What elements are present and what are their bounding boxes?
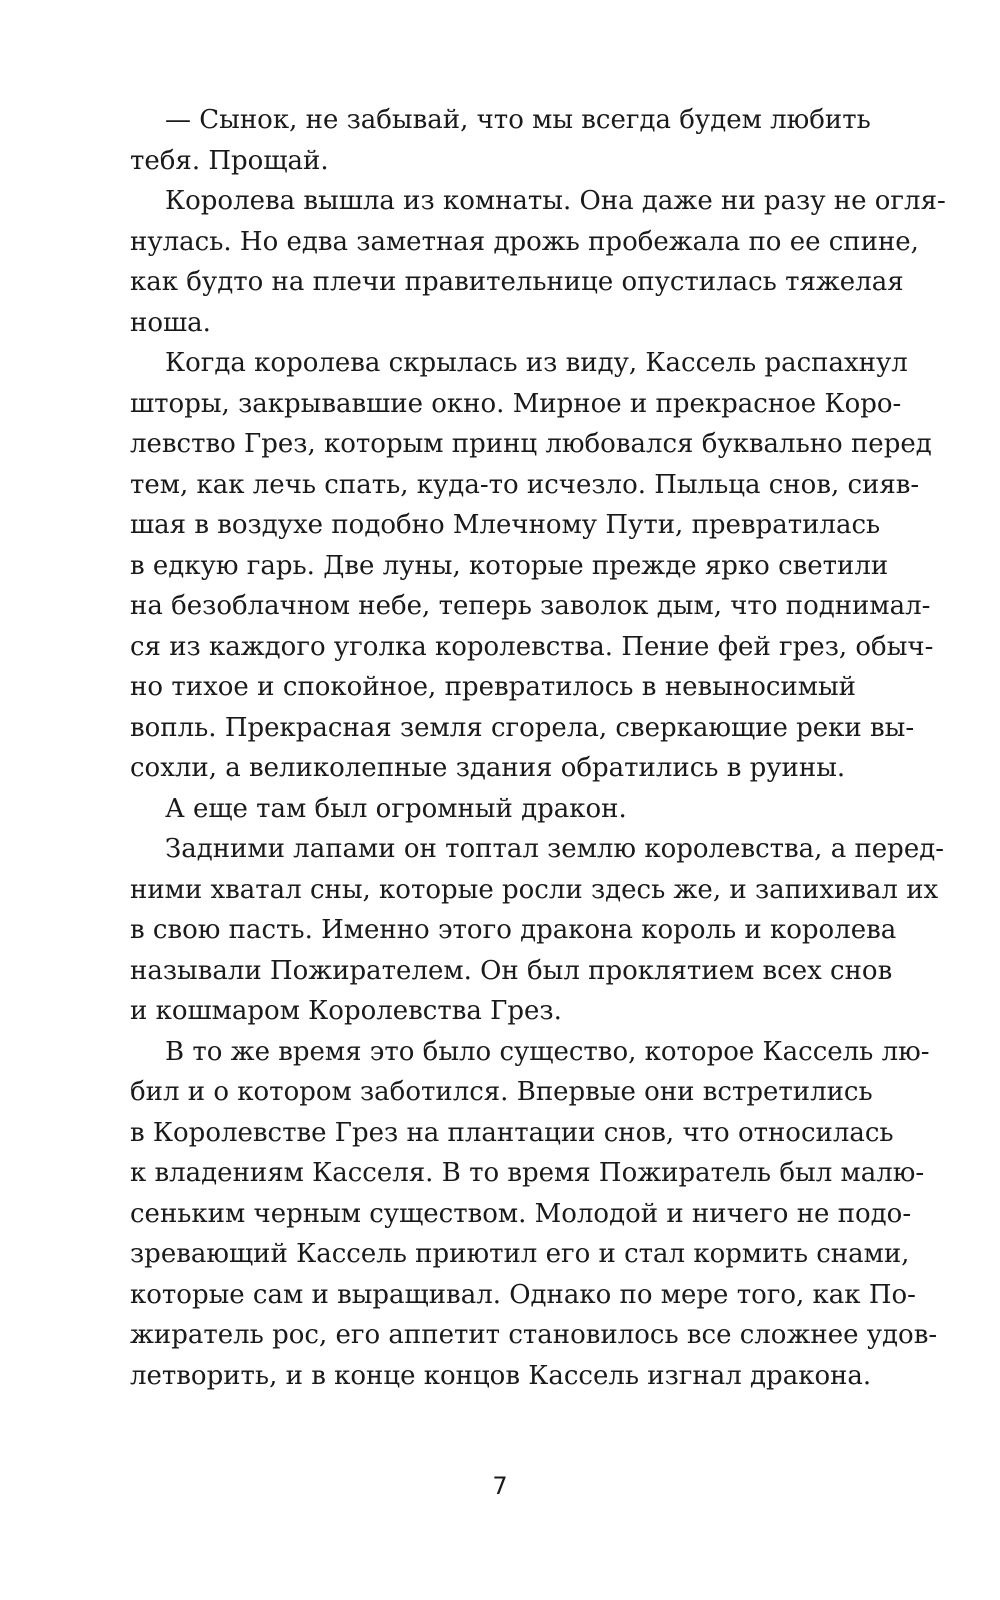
- text-line: летворить, и в конце концов Кассель изгнал дракона.: [130, 1360, 872, 1391]
- text-line: в Королевстве Грез на плантации снов, что относилась: [130, 1117, 894, 1148]
- text-line: к владениям Касселя. В то время Пожиратель был малю-: [130, 1158, 925, 1188]
- text-line: но тихое и спокойное, превратилось в невыносимый: [130, 672, 856, 702]
- text-line: и кошмаром Королевства Грез.: [130, 996, 562, 1026]
- text-line: сеньким черным существом. Молодой и ничего не подо-: [130, 1198, 912, 1229]
- text-line: шая в воздухе подобно Млечному Пути, превратилась: [130, 510, 881, 540]
- text-line: ноша.: [130, 307, 211, 338]
- text-line: нулась. Но едва заметная дрожь пробежала по ее спине,: [130, 226, 919, 257]
- text-line: шторы, закрывавшие окно. Мирное и прекрасное Коро-: [130, 388, 902, 419]
- text-line: бил и о котором заботился. Впервые они встретились: [130, 1077, 873, 1107]
- text-line: тем, как лечь спать, куда-то исчезло. Пыльца снов, сияв-: [130, 469, 920, 500]
- text-line: называли Пожирателем. Он был проклятием всех снов: [130, 955, 893, 986]
- text-line: сохли, а великолепные здания обратились в руины.: [130, 753, 846, 783]
- text-line: как будто на плечи правительнице опустилась тяжелая: [130, 267, 904, 297]
- text-line: ними хватал сны, которые росли здесь же, и запихивал их: [130, 874, 939, 905]
- text-line: Задними лапами он топтал землю королевства, а перед-: [165, 834, 944, 864]
- page-number: 7: [492, 1472, 508, 1500]
- text-line: на безоблачном небе, теперь заволок дым, что поднимал-: [130, 591, 931, 621]
- text-line: в свою пасть. Именно этого дракона король и королева: [130, 915, 897, 945]
- text-line: В то же время это было существо, которое Кассель лю-: [165, 1036, 930, 1067]
- text-line: А еще там был огромный дракон.: [165, 793, 627, 824]
- text-line: которые сам и выращивал. Однако по мере того, как По-: [130, 1279, 916, 1310]
- text-line: — Сынок, не забывай, что мы всегда будем любить: [165, 105, 871, 135]
- body-text: [130, 100, 946, 1396]
- text-line: левство Грез, которым принц любовался буквально перед: [130, 429, 932, 459]
- text-line: Королева вышла из комнаты. Она даже ни разу не огля-: [165, 186, 946, 216]
- text-line: в едкую гарь. Две луны, которые прежде ярко светили: [130, 550, 889, 581]
- text-line: Когда королева скрылась из виду, Кассель распахнул: [165, 348, 908, 378]
- text-line: зревающий Кассель приютил его и стал кормить снами,: [130, 1239, 910, 1269]
- text-line: ся из каждого уголка королевства. Пение фей грез, обыч-: [130, 631, 934, 662]
- text-line: жиратель рос, его аппетит становилось все сложнее удов-: [130, 1320, 938, 1350]
- text-line: вопль. Прекрасная земля сгорела, сверкающие реки вы-: [130, 712, 915, 743]
- text-line: тебя. Прощай.: [130, 145, 329, 176]
